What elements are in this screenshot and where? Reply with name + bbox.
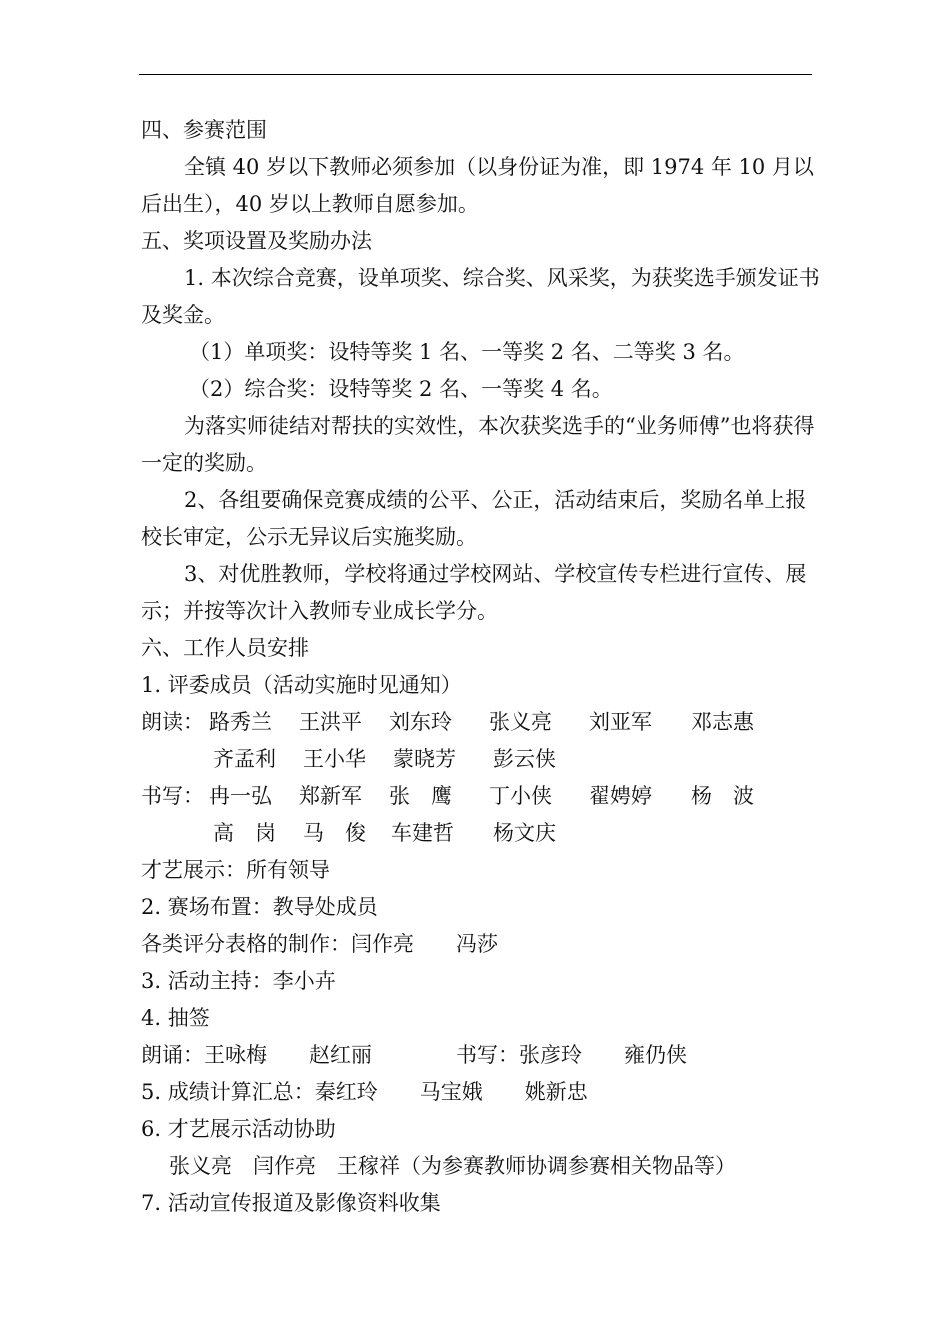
judge-name: 车建哲 — [391, 821, 454, 845]
judge-name: 刘亚军 — [589, 710, 652, 734]
judge-name: 高 岗 — [213, 821, 276, 845]
judge-name: 翟娉婷 — [589, 784, 652, 808]
judge-name: 刘东玲 — [389, 710, 452, 734]
writing-label: 书写： — [141, 784, 204, 808]
award-item-overall: （2）综合奖：设特等奖 2 名、一等奖 4 名。 — [189, 377, 613, 401]
awards-paragraph-2 — [141, 482, 821, 556]
award-item-single: （1）单项奖：设特等奖 1 名、一等奖 2 名、二等奖 3 名。 — [189, 340, 745, 364]
lottery-title: 4. 抽签 — [141, 1006, 210, 1030]
section-heading-staff: 六、工作人员安排 — [141, 636, 309, 660]
awards-text-3: 3、对优胜教师，学校将通过学校网站、学校宣传专栏进行宣传、展示；并按等次计入教师专业成长学分。 — [141, 562, 807, 623]
judge-name: 王小华 — [303, 747, 366, 771]
judge-name: 冉一弘 — [209, 784, 272, 808]
reading-judges-row-2 — [141, 741, 821, 778]
judge-name: 彭云侠 — [493, 747, 556, 771]
section-heading-scope: 四、参赛范围 — [141, 118, 267, 142]
judge-name: 郑新军 — [299, 784, 362, 808]
judge-name: 张 鹰 — [389, 784, 452, 808]
judge-name: 邓志惠 — [691, 710, 754, 734]
publicity-title: 7. 活动宣传报道及影像资料收集 — [141, 1191, 441, 1215]
writing-judges-row-2 — [141, 815, 821, 852]
talent-assist-staff: 张义亮 闫作亮 王稼祥（为参赛教师协调参赛相关物品等） — [169, 1154, 736, 1178]
score-forms: 各类评分表格的制作：闫作亮 冯莎 — [141, 932, 498, 956]
judge-name: 杨文庆 — [493, 821, 556, 845]
judge-name: 马 俊 — [303, 821, 366, 845]
judge-name: 蒙晓芳 — [393, 747, 456, 771]
talent-judges: 才艺展示：所有领导 — [141, 858, 330, 882]
awards-text-2: 2、各组要确保竞赛成绩的公平、公正，活动结束后，奖励名单上报校长审定，公示无异议后实施奖励。 — [141, 488, 807, 549]
judge-name: 丁小侠 — [489, 784, 552, 808]
scope-text: 全镇 40 岁以下教师必须参加（以身份证为准，即 1974 年 10 月以后出生），40 岁以上教师自愿参加。 — [141, 155, 814, 216]
scope-paragraph — [141, 149, 821, 223]
judge-name: 齐孟利 — [213, 747, 276, 771]
document-body — [141, 112, 821, 1222]
awards-paragraph-mentor — [141, 408, 821, 482]
writing-judges-row-1 — [141, 778, 821, 815]
judge-name: 王洪平 — [299, 710, 362, 734]
awards-paragraph-1 — [141, 260, 821, 334]
header-rule — [139, 74, 812, 75]
section-heading-awards: 五、奖项设置及奖励办法 — [141, 229, 372, 253]
lottery-staff: 朗诵：王咏梅 赵红丽 书写：张彦玲 雍仍侠 — [141, 1043, 687, 1067]
judge-name: 杨 波 — [691, 784, 754, 808]
reading-label: 朗读： — [141, 710, 204, 734]
awards-text-1: 1. 本次综合竞赛，设单项奖、综合奖、风采奖，为获奖选手颁发证书及奖金。 — [141, 266, 820, 327]
score-tally: 5. 成绩计算汇总：秦红玲 马宝娥 姚新忠 — [141, 1080, 588, 1104]
event-host: 3. 活动主持：李小卉 — [141, 969, 336, 993]
judge-name: 张义亮 — [489, 710, 552, 734]
judges-title: 1. 评委成员（活动实施时见通知） — [141, 673, 462, 697]
talent-assist-title: 6. 才艺展示活动协助 — [141, 1117, 336, 1141]
reading-judges-row-1 — [141, 704, 821, 741]
awards-paragraph-3 — [141, 556, 821, 630]
mentor-text: 为落实师徒结对帮扶的实效性，本次获奖选手的“业务师傅”也将获得一定的奖励。 — [141, 414, 815, 475]
venue-setup: 2. 赛场布置：教导处成员 — [141, 895, 378, 919]
judge-name: 路秀兰 — [209, 710, 272, 734]
